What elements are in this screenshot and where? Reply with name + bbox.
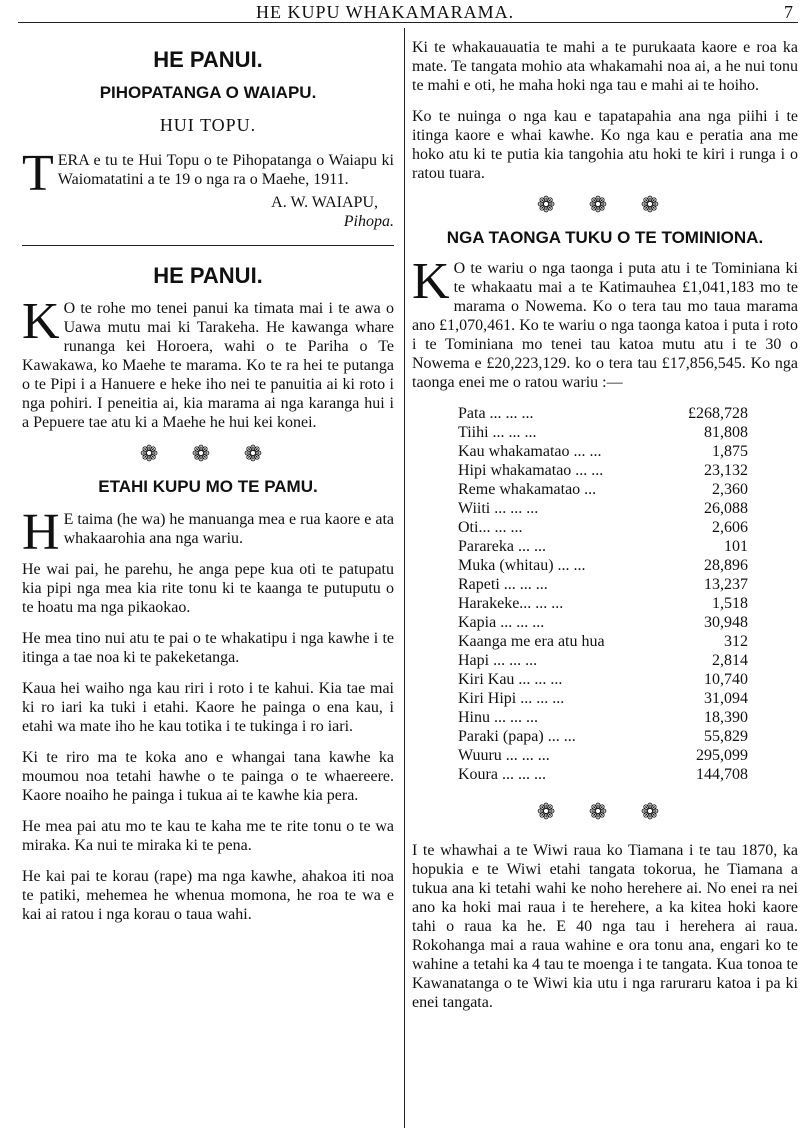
goods-item: Wuuru ... ... ... — [458, 747, 550, 764]
notice2-heading: HE PANUI. — [153, 263, 263, 288]
goods-item: Tiihi ... ... ... — [458, 424, 537, 441]
flower-ornament: ❁ ❁ ❁ — [536, 192, 674, 217]
goods-value: 144,708 — [696, 766, 748, 783]
drop-cap: T — [22, 145, 54, 202]
goods-value: 101 — [724, 538, 748, 555]
goods-item: Rapeti ... ... ... — [458, 576, 548, 593]
goods-value: 295,099 — [696, 747, 748, 764]
war-paragraph: I te whawhai a te Wiwi raua ko Tiamana i te tau 1870, ka hopukia e te Wiwi etahi tangata tokorua, he Tiamana a tukua ana ki tetahi wahi ke noho herehere ai. No enei ra nei ano ka hoki mai raua i te herehere, a ka kitea hoki kaore tahi o raua ka he. E 40 nga tau i herehera ai raua. Rokohanga mai a raua wahine e ora tonu ana, engari ko te wahine a tetahi ka 4 tau te moenga i te tangata. Kua tonoa te Kawanatanga o te Wiwi kia utu i nga raruraru katoa i pa ki enei tangata. — [412, 842, 798, 1011]
goods-item: Hinu ... ... ... — [458, 709, 538, 726]
goods-item: Hipi whakamatao ... ... — [458, 462, 604, 479]
goods-item: Kau whakamatao ... ... — [458, 443, 602, 460]
farm-paragraph: Ki te riro ma te koka ano e whangai tana kawhe ka moumou noa tetahi hawhe o te painga o te whaereere. Kaore noaiho he painga i tukua ai te kawhe kia pera. — [22, 749, 394, 804]
notice-text: ERA e tu te Hui Topu o te Pihopatanga o Waiapu ki Waiomatatini a te 19 o nga ra o Maehe, 1911. — [57, 152, 394, 188]
horse-paragraph: Ki te whakauauatia te mahi a te purukaata kaore e roa ka mate. Te tangata mohio ata whakamahi noa ai, a he nui tonu te mahi e oti, he maha hoki nga tau e mahi ai te hoiho. — [412, 39, 798, 94]
farm-paragraph: He mea tino nui atu te pai o te whakatipu i nga kawhe i te itinga a tae noa ki te pakeketanga. — [22, 630, 394, 666]
exports-article — [412, 228, 798, 784]
exports-body — [412, 253, 798, 392]
goods-value: 2,814 — [712, 652, 748, 669]
goods-value: 2,360 — [712, 481, 748, 498]
goods-item: Reme whakamatao ... — [458, 481, 597, 498]
table-row — [458, 727, 748, 746]
table-row — [458, 765, 748, 784]
farm-paragraph: He kai pai te korau (rape) ma nga kawhe, ahakoa iti noa te patiki, mehemea he whenua momona, he roa te wa e kai ai ratou i nga korau o taua wahi. — [22, 868, 394, 923]
farm-heading: ETAHI KUPU MO TE PAMU. — [98, 477, 318, 496]
table-row — [458, 613, 748, 632]
farm-article — [22, 477, 394, 924]
right-column — [412, 38, 798, 1024]
notice-rohe — [22, 263, 394, 432]
goods-value: 10,740 — [704, 671, 748, 688]
table-row — [458, 689, 748, 708]
notice-bishop — [22, 47, 394, 231]
goods-item: Pata ... ... ... — [458, 405, 534, 422]
drop-cap: H — [22, 504, 60, 561]
goods-value: 2,606 — [712, 519, 748, 536]
notice2-text: O te rohe mo tenei panui ka timata mai i te awa o Uawa mutu mai ki Tarakeha. He kawanga whare runanga kei Horoera, wahi o te Pariha o Te Kawakawa, ko Maehe te marama. Ko te ra hei te putanga o te Pipi i a Hanuere e heke iho nei te panuitia ai ki roto i nga pohiri. I peneitia ai, kia marama ai nga karanga hui i a Pepuere tae atu ki a Maehe he hui kei konei. — [22, 300, 394, 431]
exports-table — [458, 404, 748, 784]
signature-name: A. W. WAIAPU, — [271, 194, 378, 211]
goods-value: 28,896 — [704, 557, 748, 574]
goods-value: 26,088 — [704, 500, 748, 517]
notice2-body — [22, 293, 394, 432]
left-column — [22, 47, 394, 936]
table-row — [458, 746, 748, 765]
farm-paragraph: He wai pai, he parehu, he anga pepe kua oti te patupatu kia pipi nga mea kia rite tonu ki te kaanga te putuputu o te hoatu ma nga pikaokao. — [22, 561, 394, 616]
table-row — [458, 461, 748, 480]
table-row — [458, 575, 748, 594]
goods-value: 30,948 — [704, 614, 748, 631]
goods-item: Wiiti ... ... ... — [458, 500, 539, 517]
farm-text: E taima (he wa) he manuanga mea e rua kaore e ata whakaarohia ana nga wariu. — [63, 511, 394, 547]
goods-item: Paraki (papa) ... ... — [458, 728, 576, 745]
goods-value: 23,132 — [704, 462, 748, 479]
goods-value: 55,829 — [704, 728, 748, 745]
farm-paragraph: Kaua hei waiho nga kau riri i roto i te kahui. Kia tae mai ki ro iari ka tuki i etahi. Kaore he painga o ena kau, i etahi wa mate iho he kau totika i te tukinga i ro iari. — [22, 680, 394, 735]
goods-item: Hapi ... ... ... — [458, 652, 538, 669]
signature-title: Pihopa. — [343, 213, 394, 230]
exports-heading: NGA TAONGA TUKU O TE TOMINIONA. — [446, 228, 764, 247]
drop-cap: K — [22, 293, 60, 350]
goods-value: 18,390 — [704, 709, 748, 726]
goods-item: Kaanga me era atu hua — [458, 633, 605, 650]
page-number: 7 — [784, 2, 793, 22]
farm-paragraph — [22, 504, 394, 561]
table-row — [458, 632, 748, 651]
exports-text: O te wariu o nga taonga i puta atu i te Tominiana ki te whakaatu mai a te Katimauhea £1,041,183 mo te marama o Nowema. Ko o tera tau mo taua marama ano £1,070,461. Ko te wariu o nga taonga katoa i puta i roto i te Tominiana mo tenei tau katoa mutu atu i te 30 o Nowema e £20,223,129. ko o tera tau £17,856,545. Ko nga taonga enei me o ratou wariu :— — [412, 260, 798, 391]
goods-value: 31,094 — [704, 690, 748, 707]
running-title: HE KUPU WHAKAMARAMA. — [256, 2, 515, 22]
notice-heading: HE PANUI. — [153, 47, 263, 72]
farm-paragraph: He mea pai atu mo te kau te kaha me te rite tonu o te wa miraka. Ka nui te miraka ki te pena. — [22, 818, 394, 854]
section-rule — [22, 245, 394, 246]
goods-value: £268,728 — [688, 405, 748, 422]
column-divider — [404, 28, 405, 1128]
goods-item: Oti... ... ... — [458, 519, 523, 536]
table-row — [458, 651, 748, 670]
goods-value: 13,237 — [704, 576, 748, 593]
goods-item: Koura ... ... ... — [458, 766, 546, 783]
page-header — [0, 0, 812, 24]
table-row — [458, 404, 748, 423]
table-row — [458, 499, 748, 518]
goods-item: Kapia ... ... ... — [458, 614, 545, 631]
cow-paragraph: Ko te nuinga o nga kau e tapatapahia ana nga piihi i te itinga kaore e whai kawhe. Ko nga kau e peratia ana me hoko atu ki te putia kia tangohia atu hoki te kiri i runga i o ratou tuara. — [412, 108, 798, 182]
goods-item: Kiri Kau ... ... ... — [458, 671, 563, 688]
table-row — [458, 708, 748, 727]
table-row — [458, 442, 748, 461]
drop-cap: K — [412, 253, 450, 310]
goods-item: Muka (whitau) ... ... — [458, 557, 586, 574]
table-row — [458, 423, 748, 442]
flower-ornament: ❁ ❁ ❁ — [536, 799, 674, 824]
goods-item: Harakeke... ... ... — [458, 595, 564, 612]
goods-value: 312 — [724, 633, 748, 650]
goods-value: 1,875 — [712, 443, 748, 460]
table-row — [458, 537, 748, 556]
header-rule — [18, 22, 798, 23]
notice-subheading: PIHOPATANGA O WAIAPU. — [99, 83, 317, 102]
table-row — [458, 556, 748, 575]
goods-value: 1,518 — [712, 595, 748, 612]
notice-body — [22, 145, 394, 202]
table-row — [458, 594, 748, 613]
flower-ornament: ❁ ❁ ❁ — [139, 441, 277, 466]
table-row — [458, 480, 748, 499]
table-row — [458, 518, 748, 537]
table-row — [458, 670, 748, 689]
goods-item: Kiri Hipi ... ... ... — [458, 690, 565, 707]
notice-subtitle: HUI TOPU. — [159, 115, 257, 135]
goods-item: Parareka ... ... — [458, 538, 546, 555]
goods-value: 81,808 — [704, 424, 748, 441]
